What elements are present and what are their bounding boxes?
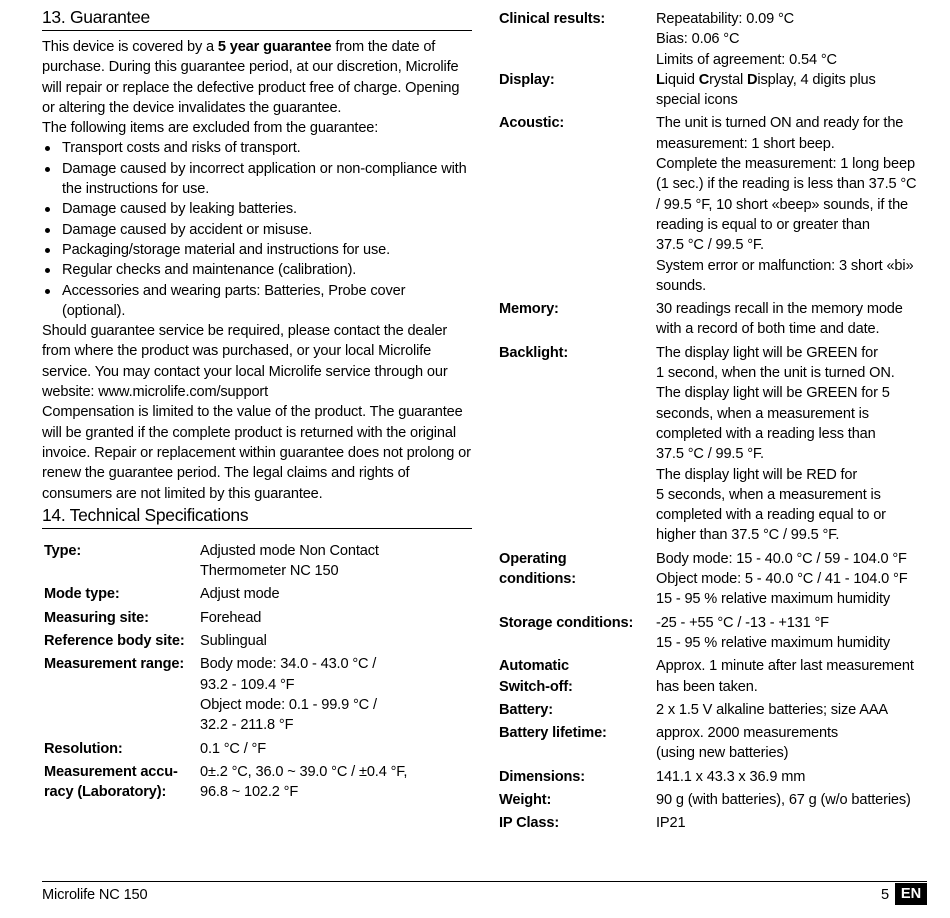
spec-label: Memory: — [499, 301, 559, 318]
intro-text: This device is covered by a — [42, 39, 218, 55]
spec-label: Operating conditions: — [499, 550, 576, 588]
page-footer — [42, 881, 927, 912]
list-item: Damage caused by incorrect application or non-compliance with the instructions for use. — [42, 159, 472, 200]
spec-row-clinical — [497, 9, 927, 70]
intro-text-rest: from the date of purchase. During this guarantee period, at our discretion, Microlife will repair or replace the defective product free of charge. Opening or altering the device invalidates the guarantee. — [42, 39, 460, 116]
spec-value: 90 g (with batteries), 67 g (w/o batteries) — [656, 791, 911, 808]
spec-value: Sublingual — [200, 633, 267, 650]
spec-label: Battery: — [499, 701, 553, 718]
spec-label: Automatic Switch-off: — [499, 658, 573, 695]
spec-row-accuracy — [42, 759, 472, 803]
spec-value: 141.1 x 43.3 x 36.9 mm — [656, 768, 806, 785]
right-column — [497, 9, 927, 834]
list-item: Damage caused by accident or misuse. — [42, 220, 472, 240]
spec-row-acoustic — [497, 110, 927, 296]
spec-value: The display light will be GREEN for 1 second, when the unit is turned ON. The display light will be GREEN for 5 seconds, when a measurement is completed with a reading less than 37.5 °C / 99.5 °F. The display light will be RED for 5 seconds, when a measurement is completed with a reading equal to or higher than 37.5 °C / 99.5 °F. — [656, 344, 895, 544]
spec-row-display — [497, 70, 927, 111]
spec-label: Measurement range: — [44, 656, 185, 673]
spec-row-storage — [497, 610, 927, 654]
spec-row-operating — [497, 546, 927, 610]
list-item: Packaging/storage material and instructions for use. — [42, 240, 472, 260]
spec-value: Body mode: 15 - 40.0 °C / 59 - 104.0 °F Object mode: 5 - 40.0 °C / 41 - 104.0 °F 15 - 95 % relative maximum humidity — [656, 550, 908, 608]
spec-value: Approx. 1 minute after last measurement has been taken. — [656, 658, 914, 695]
service-paragraph: Should guarantee service be required, please contact the dealer from where the product was purchased, or your local Microlife service. You may contact your local Microlife service through our website: www.microlife.com/support — [42, 323, 448, 401]
specs-table-left — [42, 541, 472, 803]
spec-label: Battery lifetime: — [499, 725, 607, 742]
list-item: Accessories and wearing parts: Batteries, Probe cover (optional). — [42, 281, 472, 322]
spec-label: Display: — [499, 71, 555, 88]
spec-label: Clinical results: — [499, 11, 606, 27]
spec-label: Reference body site: — [44, 633, 185, 650]
spec-label: Acoustic: — [499, 115, 565, 132]
list-item: Damage caused by leaking batteries. — [42, 199, 472, 219]
spec-label: Resolution: — [44, 740, 123, 757]
exclusions-intro: The following items are excluded from the guarantee: — [42, 120, 379, 137]
spec-row-ip-class — [497, 810, 927, 833]
spec-value: 0±.2 °C, 36.0 ~ 39.0 °C / ±0.4 °F, 96.8 ~ 102.2 °F — [200, 763, 408, 801]
list-item: Transport costs and risks of transport. — [42, 138, 472, 158]
spec-value: Repeatability: 0.09 °C Bias: 0.06 °C Limits of agreement: 0.54 °C — [656, 11, 837, 68]
spec-row-memory — [497, 296, 927, 340]
spec-row-resolution — [42, 736, 472, 759]
spec-row-backlight — [497, 340, 927, 546]
language-badge: EN — [895, 883, 927, 905]
spec-row-reference — [42, 628, 472, 651]
list-item: Regular checks and maintenance (calibration). — [42, 260, 472, 280]
compensation-paragraph: Compensation is limited to the value of the product. The guarantee will be granted if the complete product is returned with the original invoice. Repair or replacement within guarantee does not prolong or renew the guarantee period. The legal claims and rights of consumers are not limited by this guarantee. — [42, 404, 471, 502]
guarantee-heading: 13. Guarantee — [42, 6, 472, 31]
guarantee-period: 5 year guarantee — [217, 39, 332, 55]
spec-value: 2 x 1.5 V alkaline batteries; size AAA — [656, 701, 888, 718]
spec-value: IP21 — [656, 815, 686, 832]
spec-label: Backlight: — [499, 344, 569, 361]
spec-value: -25 - +55 °C / -13 - +131 °F 15 - 95 % relative maximum humidity — [656, 614, 891, 651]
spec-value: 30 readings recall in the memory mode with a record of both time and date. — [656, 301, 903, 338]
spec-row-mode — [42, 581, 472, 604]
page-number: 5 — [881, 887, 889, 903]
spec-row-battery-lifetime — [497, 720, 927, 764]
spec-row-battery — [497, 697, 927, 720]
exclusions-list — [42, 138, 472, 321]
spec-label: Dimensions: — [499, 768, 585, 785]
spec-label: Weight: — [499, 791, 552, 808]
guarantee-intro — [42, 37, 472, 118]
footer-model: Microlife NC 150 — [42, 887, 148, 903]
spec-value: Liquid Crystal Display, 4 digits plus special icons — [656, 71, 876, 109]
spec-value: The unit is turned ON and ready for the measurement: 1 short beep. Complete the measurement: 1 long beep (1 sec.) if the reading is less than 37.5 °C / 99.5 °F, 10 short «beep» sounds, if the reading is equal to or greater than 37.5 °C / 99.5 °F. System error or malfunction: 3 short «bi» sounds. — [656, 115, 917, 294]
spec-label: Storage conditions: — [499, 614, 634, 631]
spec-row-switch-off — [497, 653, 927, 697]
spec-row-dimensions — [497, 764, 927, 787]
spec-label: Measuring site: — [44, 609, 149, 626]
spec-row-type — [42, 541, 472, 582]
spec-row-range — [42, 651, 472, 735]
spec-row-weight — [497, 787, 927, 810]
specs-heading: 14. Technical Specifications — [42, 504, 472, 529]
spec-label: Type: — [44, 542, 82, 559]
left-column — [42, 6, 472, 802]
spec-value: Body mode: 34.0 - 43.0 °C / 93.2 - 109.4 °F Object mode: 0.1 - 99.9 °C / 32.2 - 211.8 °F — [200, 656, 377, 734]
spec-label: Mode type: — [44, 586, 120, 603]
spec-row-site — [42, 605, 472, 628]
spec-value: approx. 2000 measurements (using new batteries) — [656, 725, 839, 762]
spec-value: 0.1 °C / °F — [200, 740, 266, 757]
spec-value: Forehead — [200, 609, 262, 626]
guarantee-section — [42, 37, 472, 504]
spec-value: Adjusted mode Non Contact Thermometer NC 150 — [200, 542, 379, 580]
specs-table-right — [497, 9, 927, 834]
spec-label: IP Class: — [499, 815, 560, 832]
spec-value: Adjust mode — [200, 586, 280, 603]
spec-label: Measurement accu- racy (Laboratory): — [44, 763, 178, 801]
